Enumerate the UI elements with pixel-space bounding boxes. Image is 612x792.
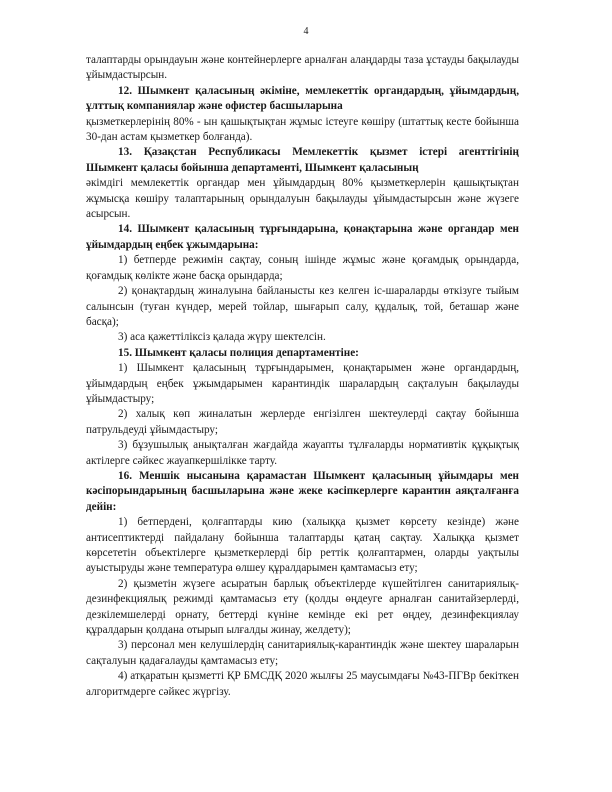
section-14-heading: 14. Шымкент қаласының тұрғындарына, қонақтарына және органдар мен ұйымдардың еңбек ұжымдарына: [86,223,519,251]
section-16-item-1: 1) бетпердені, қолғаптарды кию (халыққа қызмет көрсету кезінде) және антисептиктерді пайдалану бойынша талаптарды қатаң сақтау. Халыққа қызмет көрсететін объектілерге қызметкерлерді бір реттік қолғаптармен, оларды уақтылы ауыстыруды және температура өлшеу құралдарымен қамтамасыз ету; [86,516,519,575]
section-16-item-3: 3) персонал мен келушілердің санитариялық-карантиндік және шектеу шараларын сақталуын қадағалауды қамтамасыз ету; [86,639,519,667]
section-15-item-2: 2) халық көп жиналатын жерлерде енгізілген шектеулерді сақтау бойынша патрульдеуді ұйымдастыру; [86,408,519,436]
section-15-item-3: 3) бұзушылық анықталған жағдайда жауапты тұлғаларды нормативтік құқықтық актілерге сәйкес жауапкершілікке тарту. [86,439,519,467]
section-13-body: әкімдігі мемлекеттік органдар мен ұйымдардың 80% қызметкерлерін қашықтықтан жұмысқа көшіру талаптарының орындалуын бақылауды ұйымдастырсын және жүзеге асырсын. [86,177,519,221]
section-14-item-2: 2) қонақтардың жиналуына байланысты кез келген іс-шараларды өткізуге тыйым салынсын (туған күндер, мерей тойлар, шығарып салу, құдалық, той, беташар және басқа); [86,285,519,328]
section-15-heading: 15. Шымкент қаласы полиция департаментіне: [118,346,359,359]
section-16-item-2: 2) қызметін жүзеге асыратын барлық объектілерде күшейтілген санитариялық-дезинфекциялық режимді қамтамасыз ету (қолды өңдеуге арналған санитайзерлерді, дезкілемшелерді орнату, беттерді күніне кемінде екі рет өңдеу, дезинфекциялау құралдарын қолдана отырып ылғалды жинау, желдету); [86,577,519,637]
section-14-item-1: 1) бетперде режимін сақтау, соның ішінде жұмыс және қоғамдық орындарда, қоғамдық көлікте және басқа орындарда; [86,254,519,282]
section-16-heading: 16. Меншік нысанына қарамастан Шымкент қаласының ұйымдары мен кәсіпорындарының басшыларына және жеке кәсіпкерлерге карантин аяқталғанға дейін: [86,469,519,513]
section-14-item-3: 3) аса қажеттіліксіз қалада жүру шектелсін. [118,331,326,344]
page-number: 4 [303,26,309,37]
section-16-item-4: 4) атқаратын қызметті ҚР БМСДҚ 2020 жылғы 25 маусымдағы №43-ПГВр бекіткен алгоритмдерге сәйкес жүргізу. [86,670,519,698]
section-15-item-1: 1) Шымкент қаласының тұрғындарымен, қонақтарымен және органдардың, ұйымдардың еңбек ұжымдарымен карантиндік шаралардың сақталуын бақылауды ұйымдастыру; [86,362,519,405]
paragraph-intro-continuation: талаптарды орындауын және контейнерлерге арналған алаңдарды таза ұстауды бақылауды ұйымдастырсын. [86,54,519,82]
section-12-heading: 12. Шымкент қаласының әкіміне, мемлекеттік органдардың, ұйымдардың, ұлттық компаниялар және офистер басшыларына [86,84,519,113]
document-body [86,53,519,700]
section-13-heading: 13. Қазақстан Республикасы Мемлекеттік қызмет істері агенттігінің Шымкент қаласы бойынша департаменті, Шымкент қаласының [86,146,519,174]
section-12-body: қызметкерлерінің 80% - ын қашықтықтан жұмыс істеуге көшіру (штаттық кесте бойынша 30-дан астам қызметкер болғанда). [86,115,519,144]
